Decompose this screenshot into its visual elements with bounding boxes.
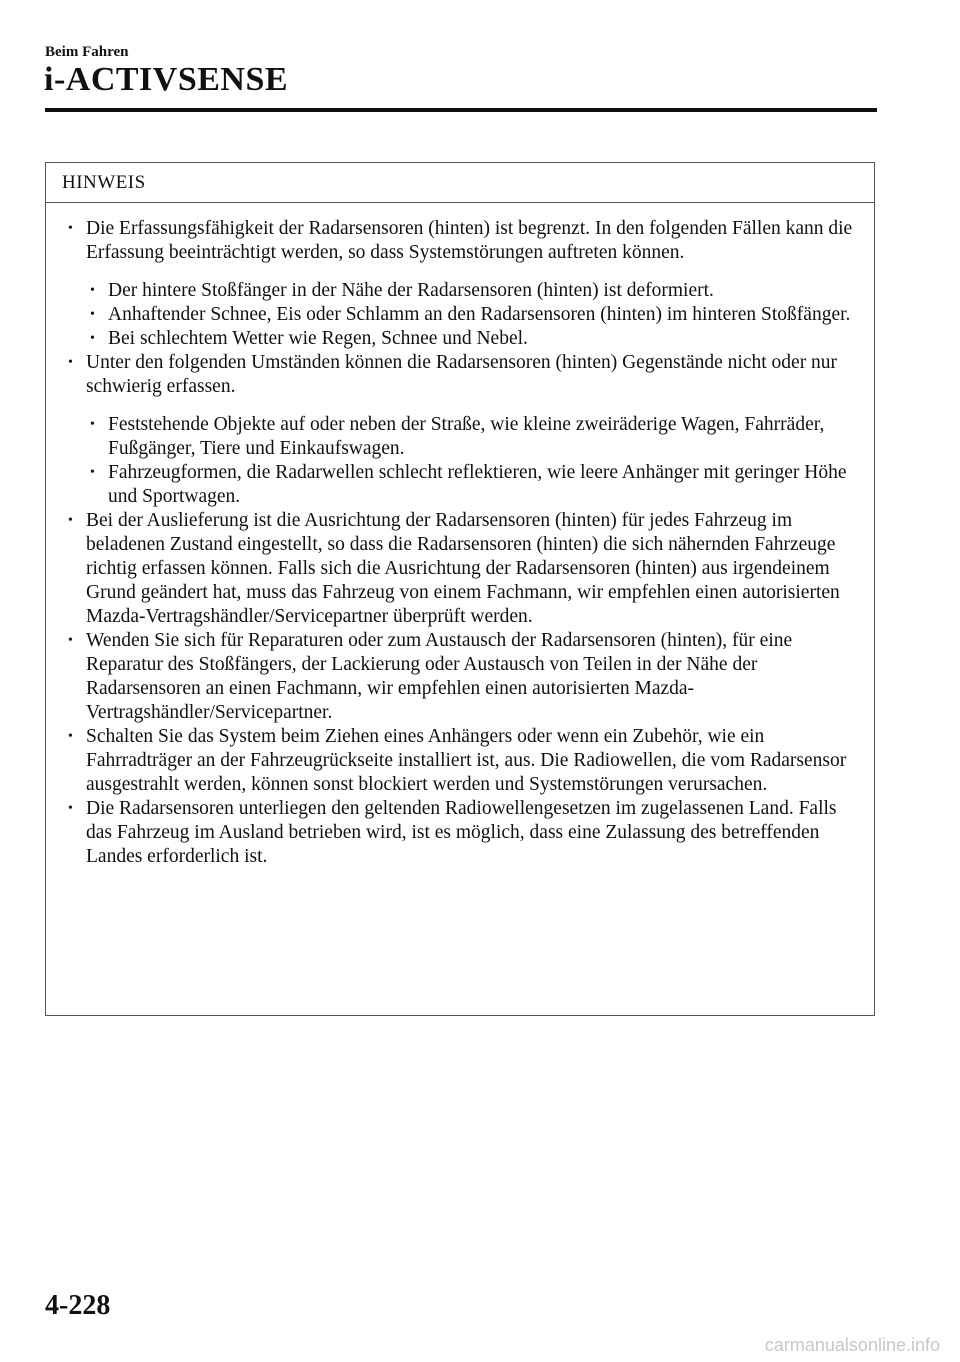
notice-item-text: Schalten Sie das System beim Ziehen eines Anhängers oder wenn ein Zubehör, wie ein Fahrradträger an der Fahrzeugrückseite installiert ist, aus. Die Radiowellen, die vom Radarsensor ausgestrahlt werden, können sonst blockiert werden und Systemstörungen verursachen. — [86, 726, 847, 795]
notice-item-text: Wenden Sie sich für Reparaturen oder zum Austausch der Radarsensoren (hinten), für eine Reparatur des Stoßfängers, der Lackierung oder Austausch von Teilen in der Nähe der Radarsensoren an einen Fachmann, wir empfehlen einen autorisierten Mazda-Vertragshändler/Servicepartner. — [86, 630, 793, 723]
chapter-title: i-ACTIVSENSE — [44, 61, 289, 98]
sub-item-text: Fahrzeugformen, die Radarwellen schlecht reflektieren, wie leere Anhänger mit geringer Höhe und Sportwagen. — [108, 462, 847, 507]
bullet-icon: • — [90, 307, 95, 322]
notice-item-text: Die Erfassungsfähigkeit der Radarsensoren (hinten) ist begrenzt. In den folgenden Fällen kann die Erfassung beeinträchtigt werden, so dass Systemstörungen auftreten können. — [86, 218, 853, 263]
bullet-icon: • — [90, 465, 95, 480]
sub-item-text: Der hintere Stoßfänger in der Nähe der Radarsensoren (hinten) ist deformiert. — [108, 280, 714, 301]
bullet-icon: • — [68, 221, 73, 236]
bullet-icon: • — [68, 801, 73, 816]
notice-body — [46, 203, 874, 869]
notice-item — [68, 509, 866, 629]
sub-item-text: Anhaftender Schnee, Eis oder Schlamm an den Radarsensoren (hinten) im hinteren Stoßfänger. — [108, 304, 851, 325]
section-label: Beim Fahren — [45, 44, 129, 60]
sub-item — [90, 461, 866, 509]
bullet-icon: • — [68, 633, 73, 648]
sub-item — [90, 327, 866, 351]
bullet-icon: • — [90, 331, 95, 346]
sub-item — [90, 279, 866, 303]
notice-item — [68, 351, 866, 509]
sub-item — [90, 413, 866, 461]
bullet-icon: • — [90, 283, 95, 298]
notice-list — [68, 217, 866, 869]
sub-item-text: Bei schlechtem Wetter wie Regen, Schnee und Nebel. — [108, 328, 528, 349]
notice-item — [68, 797, 866, 869]
notice-box — [45, 162, 875, 1016]
notice-item-text: Die Radarsensoren unterliegen den geltenden Radiowellengesetzen im zugelassenen Land. Falls das Fahrzeug im Ausland betrieben wird, ist es möglich, dass eine Zulassung des betreffenden Landes erforderlich ist. — [86, 798, 837, 867]
notice-item-text: Unter den folgenden Umständen können die Radarsensoren (hinten) Gegenstände nicht oder nur schwierig erfassen. — [86, 352, 838, 397]
bullet-icon: • — [68, 355, 73, 370]
sub-item — [90, 303, 866, 327]
bullet-icon: • — [68, 729, 73, 744]
sub-list — [86, 279, 866, 351]
notice-item — [68, 725, 866, 797]
notice-item — [68, 629, 866, 725]
header-rule — [45, 108, 877, 112]
bullet-icon: • — [90, 417, 95, 432]
sub-item-text: Feststehende Objekte auf oder neben der Straße, wie kleine zweiräderige Wagen, Fahrräder, Fußgänger, Tiere und Einkaufswagen. — [108, 414, 825, 459]
page-number: 4-228 — [45, 1290, 111, 1321]
watermark: carmanualsonline.info — [764, 1335, 940, 1355]
sub-list — [86, 413, 866, 509]
notice-item — [68, 217, 866, 351]
notice-header: HINWEIS — [46, 163, 874, 203]
notice-item-text: Bei der Auslieferung ist die Ausrichtung der Radarsensoren (hinten) für jedes Fahrzeug im beladenen Zustand eingestellt, so dass die Radarsensoren (hinten) die sich nähernden Fahrzeuge richtig erfassen können. Falls sich die Ausrichtung der Radarsensoren (hinten) aus irgendeinem Grund geändert hat, muss das Fahrzeug von einem Fachmann, wir empfehlen einen autorisierten Mazda-Vertragshändler/Servicepartner überprüft werden. — [86, 510, 840, 627]
bullet-icon: • — [68, 513, 73, 528]
